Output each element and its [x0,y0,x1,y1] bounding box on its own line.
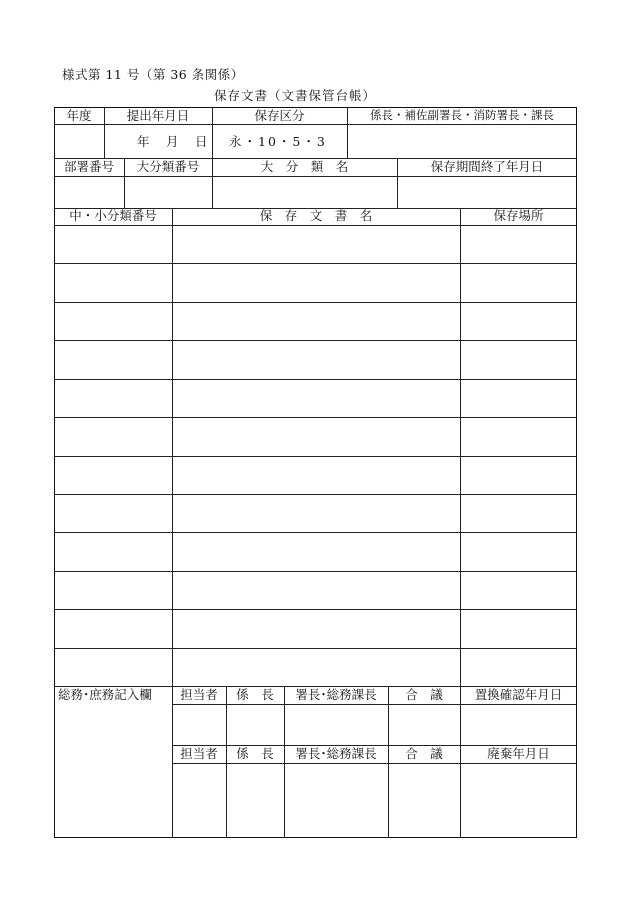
rule [460,208,461,838]
header-retention-class: 保存区分 [254,108,305,123]
column-sub-class-no: 中・小分類番号 [69,208,157,223]
footer-person-in-charge-2: 担当者 [180,746,218,761]
date-month-label: 月 [166,134,179,149]
rule [54,225,577,226]
rule [172,704,577,705]
footer-consultation: 合 議 [405,687,443,702]
rule [54,302,577,303]
footer-disposal-date: 廃棄年月日 [487,746,550,761]
header-submission-date: 提出年月日 [126,108,190,123]
date-year-label: 年 [137,134,150,149]
rule [54,417,577,418]
footer-replacement-date: 置換確認年月日 [474,687,563,702]
footer-consultation-2: 合 議 [405,746,443,761]
rule [388,686,389,838]
header-major-class-no: 大分類番号 [136,159,200,174]
footer-person-in-charge: 担当者 [180,687,218,702]
header-approvers: 係長・補佐副署長・消防署長・課長 [370,108,554,122]
rule [284,686,285,838]
footer-director-2: 署長･総務課長 [295,746,377,761]
footer-chief: 係 長 [236,687,274,702]
rule [54,379,577,380]
retention-options: 永・10・5・3 [229,134,327,149]
rule [54,456,577,457]
rule [54,176,577,177]
rule [54,648,577,649]
header-fiscal-year: 年度 [66,108,92,123]
rule [54,124,577,125]
form-id: 様式第 11 号（第 36 条関係） [62,67,244,82]
rule [54,571,577,572]
footer-section-label: 総務･庶務記入欄 [58,687,152,702]
date-day-label: 日 [195,134,208,149]
rule [54,494,577,495]
rule [172,208,173,838]
rule [226,686,227,838]
rule [54,532,577,533]
column-location: 保存場所 [493,208,544,223]
footer-director: 署長･総務課長 [295,687,377,702]
footer-chief-2: 係 長 [236,746,274,761]
rule [54,609,577,610]
header-major-class-name: 大 分 類 名 [260,159,349,174]
rule [54,263,577,264]
form-title: 保存文書（文書保管台帳） [214,88,377,103]
rule [54,340,577,341]
column-document-name: 保 存 文 書 名 [259,208,373,223]
rule [172,763,577,764]
header-department-no: 部署番号 [63,159,114,174]
header-retention-end-date: 保存期間終了年月日 [430,159,544,174]
